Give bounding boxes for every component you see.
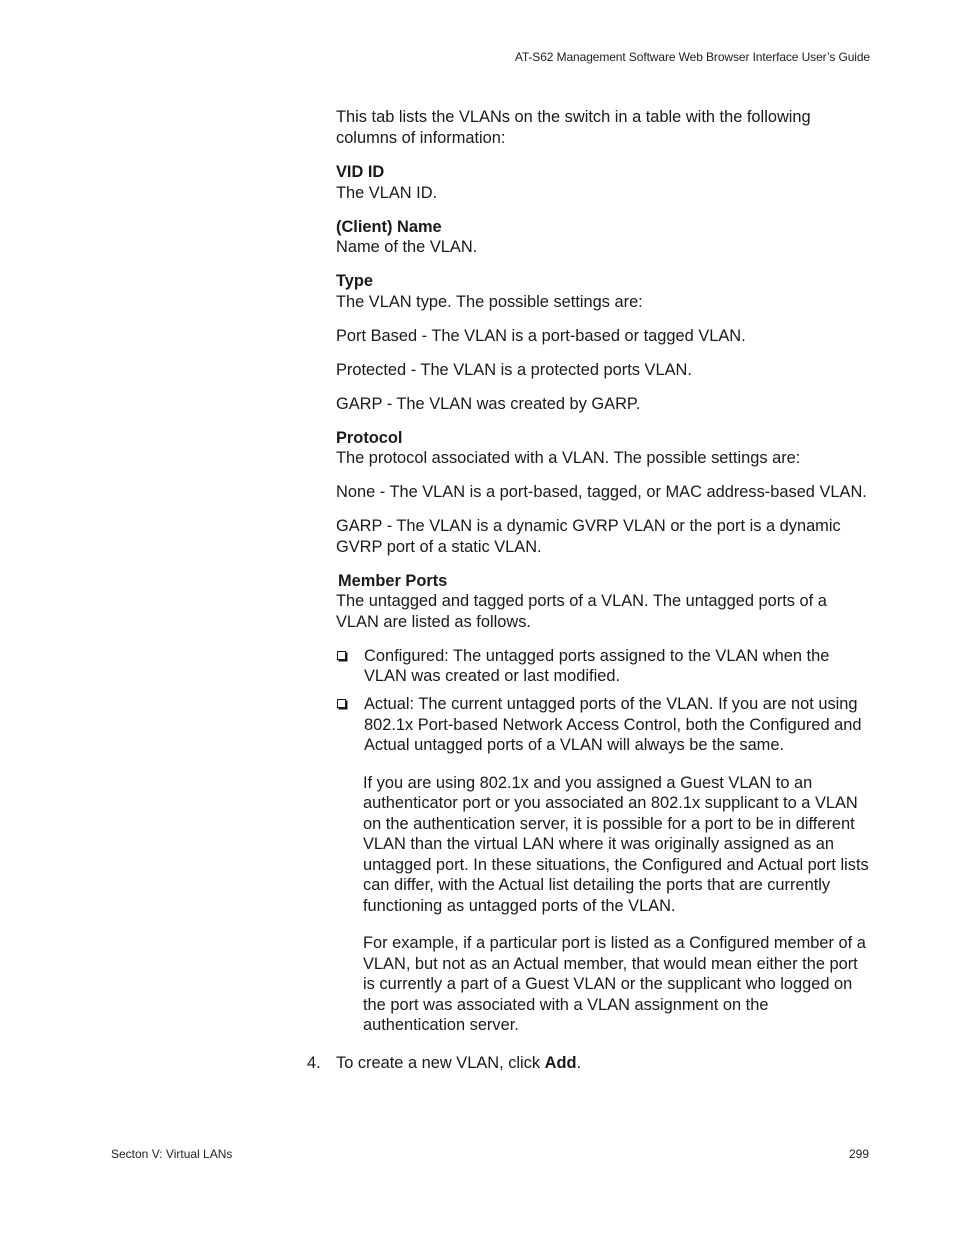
member-ports-list	[336, 646, 872, 756]
type-setting-garp: GARP - The VLAN was created by GARP.	[336, 394, 641, 413]
note-example: For example, if a particular port is listed as a Configured member of a VLAN, but not as an Actual member, that would mean either the port is currently a part of a Guest VLAN or the supplicant who logged on the port was associated with a VLAN assignment on the authentication server.	[363, 934, 866, 1034]
def-client-name: Name of the VLAN.	[336, 238, 478, 256]
term-member-ports: Member Ports	[338, 571, 448, 590]
type-setting-protected: Protected - The VLAN is a protected ports VLAN.	[336, 360, 692, 379]
running-header: AT-S62 Management Software Web Browser Interface User’s Guide	[514, 50, 870, 64]
protocol-setting-garp: GARP - The VLAN is a dynamic GVRP VLAN or the port is a dynamic GVRP port of a static VLAN.	[336, 517, 841, 556]
type-setting-port-based: Port Based - The VLAN is a port-based or tagged VLAN.	[336, 326, 746, 345]
term-type: Type	[336, 272, 374, 290]
add-button-reference: Add	[544, 1053, 577, 1072]
step-text-end: .	[576, 1053, 582, 1072]
list-item	[336, 646, 872, 687]
page-number: 299	[848, 1147, 869, 1161]
bullet-configured-text: Configured: The untagged ports assigned to the VLAN when the VLAN was created or last modified.	[364, 646, 830, 685]
bullet-actual-text: Actual: The current untagged ports of the VLAN. If you are not using 802.1x Port-based Network Access Control, both the Configured and Actual untagged ports of a VLAN will always be the same.	[364, 695, 862, 754]
def-type: The VLAN type. The possible settings are:	[336, 292, 643, 311]
checkbox-bullet-icon	[337, 699, 346, 708]
def-protocol: The protocol associated with a VLAN. The possible settings are:	[336, 449, 801, 467]
protocol-setting-none: None - The VLAN is a port-based, tagged, or MAC address-based VLAN.	[336, 483, 867, 501]
step-text: To create a new VLAN, click	[336, 1053, 545, 1072]
step-4	[307, 1053, 872, 1074]
step-number: 4.	[307, 1053, 321, 1072]
note-guest-vlan: If you are using 802.1x and you assigned a Guest VLAN to an authenticator port or you associated an 802.1x supplicant to a VLAN on the authentication server, it is possible for a port to be in different VLAN than the virtual LAN where it was originally assigned as an untagged port. In these situations, the Configured and Actual port lists can differ, with the Actual list detailing the ports that are currently functioning as untagged ports of the VLAN.	[363, 773, 869, 915]
list-item	[336, 694, 872, 756]
term-protocol: Protocol	[336, 428, 403, 447]
intro-paragraph: This tab lists the VLANs on the switch in a table with the following columns of information:	[336, 108, 811, 147]
checkbox-bullet-icon	[337, 651, 346, 660]
footer-section: Secton V: Virtual LANs	[111, 1147, 233, 1161]
term-vid-id: VID ID	[336, 163, 385, 181]
def-member-ports: The untagged and tagged ports of a VLAN. The untagged ports of a VLAN are listed as follows.	[336, 592, 827, 631]
page-body	[307, 107, 872, 1073]
def-vid-id: The VLAN ID.	[336, 183, 438, 202]
term-client-name: (Client) Name	[336, 217, 442, 236]
